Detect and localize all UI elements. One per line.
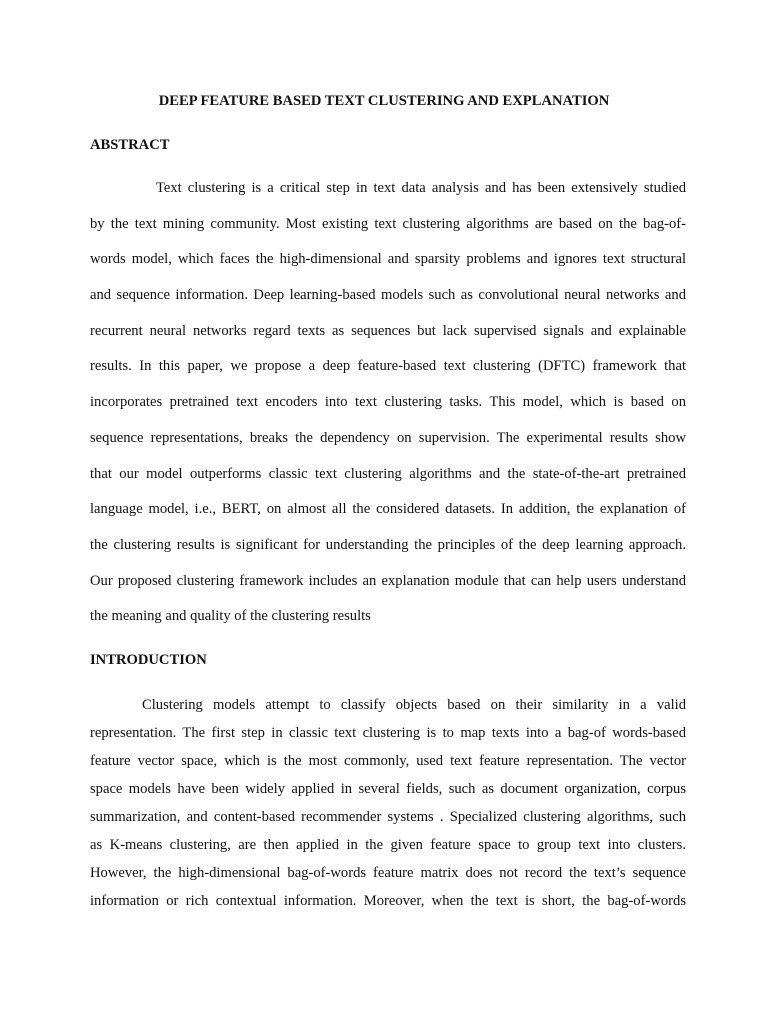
text-line: representation. The first step in classic text clustering is to map texts into a bag-of words-based — [90, 725, 686, 741]
text-line: results. In this paper, we propose a deep feature-based text clustering (DFTC) framework that — [90, 358, 686, 375]
text-line: Clustering models attempt to classify objects based on their similarity in a valid — [142, 697, 686, 713]
abstract-heading: ABSTRACT — [90, 137, 170, 153]
text-line: the clustering results is significant for understanding the principles of the deep learning approach. — [90, 536, 686, 553]
text-line: and sequence information. Deep learning-based models such as convolutional neural networks and — [90, 287, 686, 304]
text-line: that our model outperforms classic text clustering algorithms and the state-of-the-art pretrained — [90, 465, 686, 482]
text-line: the meaning and quality of the clustering results — [90, 608, 371, 625]
text-line: Our proposed clustering framework includes an explanation module that can help users understand — [90, 572, 686, 589]
abstract-paragraph — [90, 171, 686, 635]
text-line: by the text mining community. Most existing text clustering algorithms are based on the bag-of- — [90, 215, 686, 232]
introduction-paragraph — [90, 691, 686, 915]
text-line: sequence representations, breaks the dependency on supervision. The experimental results show — [90, 429, 686, 446]
document-title: DEEP FEATURE BASED TEXT CLUSTERING AND EXPLANATION — [158, 93, 610, 109]
text-line: However, the high-dimensional bag-of-words feature matrix does not record the text’s sequence — [90, 865, 686, 881]
text-line: language model, i.e., BERT, on almost all the considered datasets. In addition, the explanation of — [90, 501, 686, 518]
text-line: recurrent neural networks regard texts as sequences but lack supervised signals and explainable — [90, 322, 686, 339]
text-line: as K-means clustering, are then applied in the given feature space to group text into clusters. — [90, 837, 686, 853]
text-line: incorporates pretrained text encoders into text clustering tasks. This model, which is based on — [90, 394, 686, 411]
text-line: summarization, and content-based recommender systems . Specialized clustering algorithms, such — [90, 809, 686, 825]
text-line: information or rich contextual information. Moreover, when the text is short, the bag-of-words — [90, 893, 686, 909]
text-line: Text clustering is a critical step in text data analysis and has been extensively studied — [156, 180, 686, 196]
introduction-heading: INTRODUCTION — [90, 652, 207, 668]
text-line: words model, which faces the high-dimensional and sparsity problems and ignores text structural — [90, 251, 686, 268]
text-line: space models have been widely applied in several fields, such as document organization, corpus — [90, 781, 686, 797]
text-line: feature vector space, which is the most commonly, used text feature representation. The vector — [90, 753, 686, 769]
